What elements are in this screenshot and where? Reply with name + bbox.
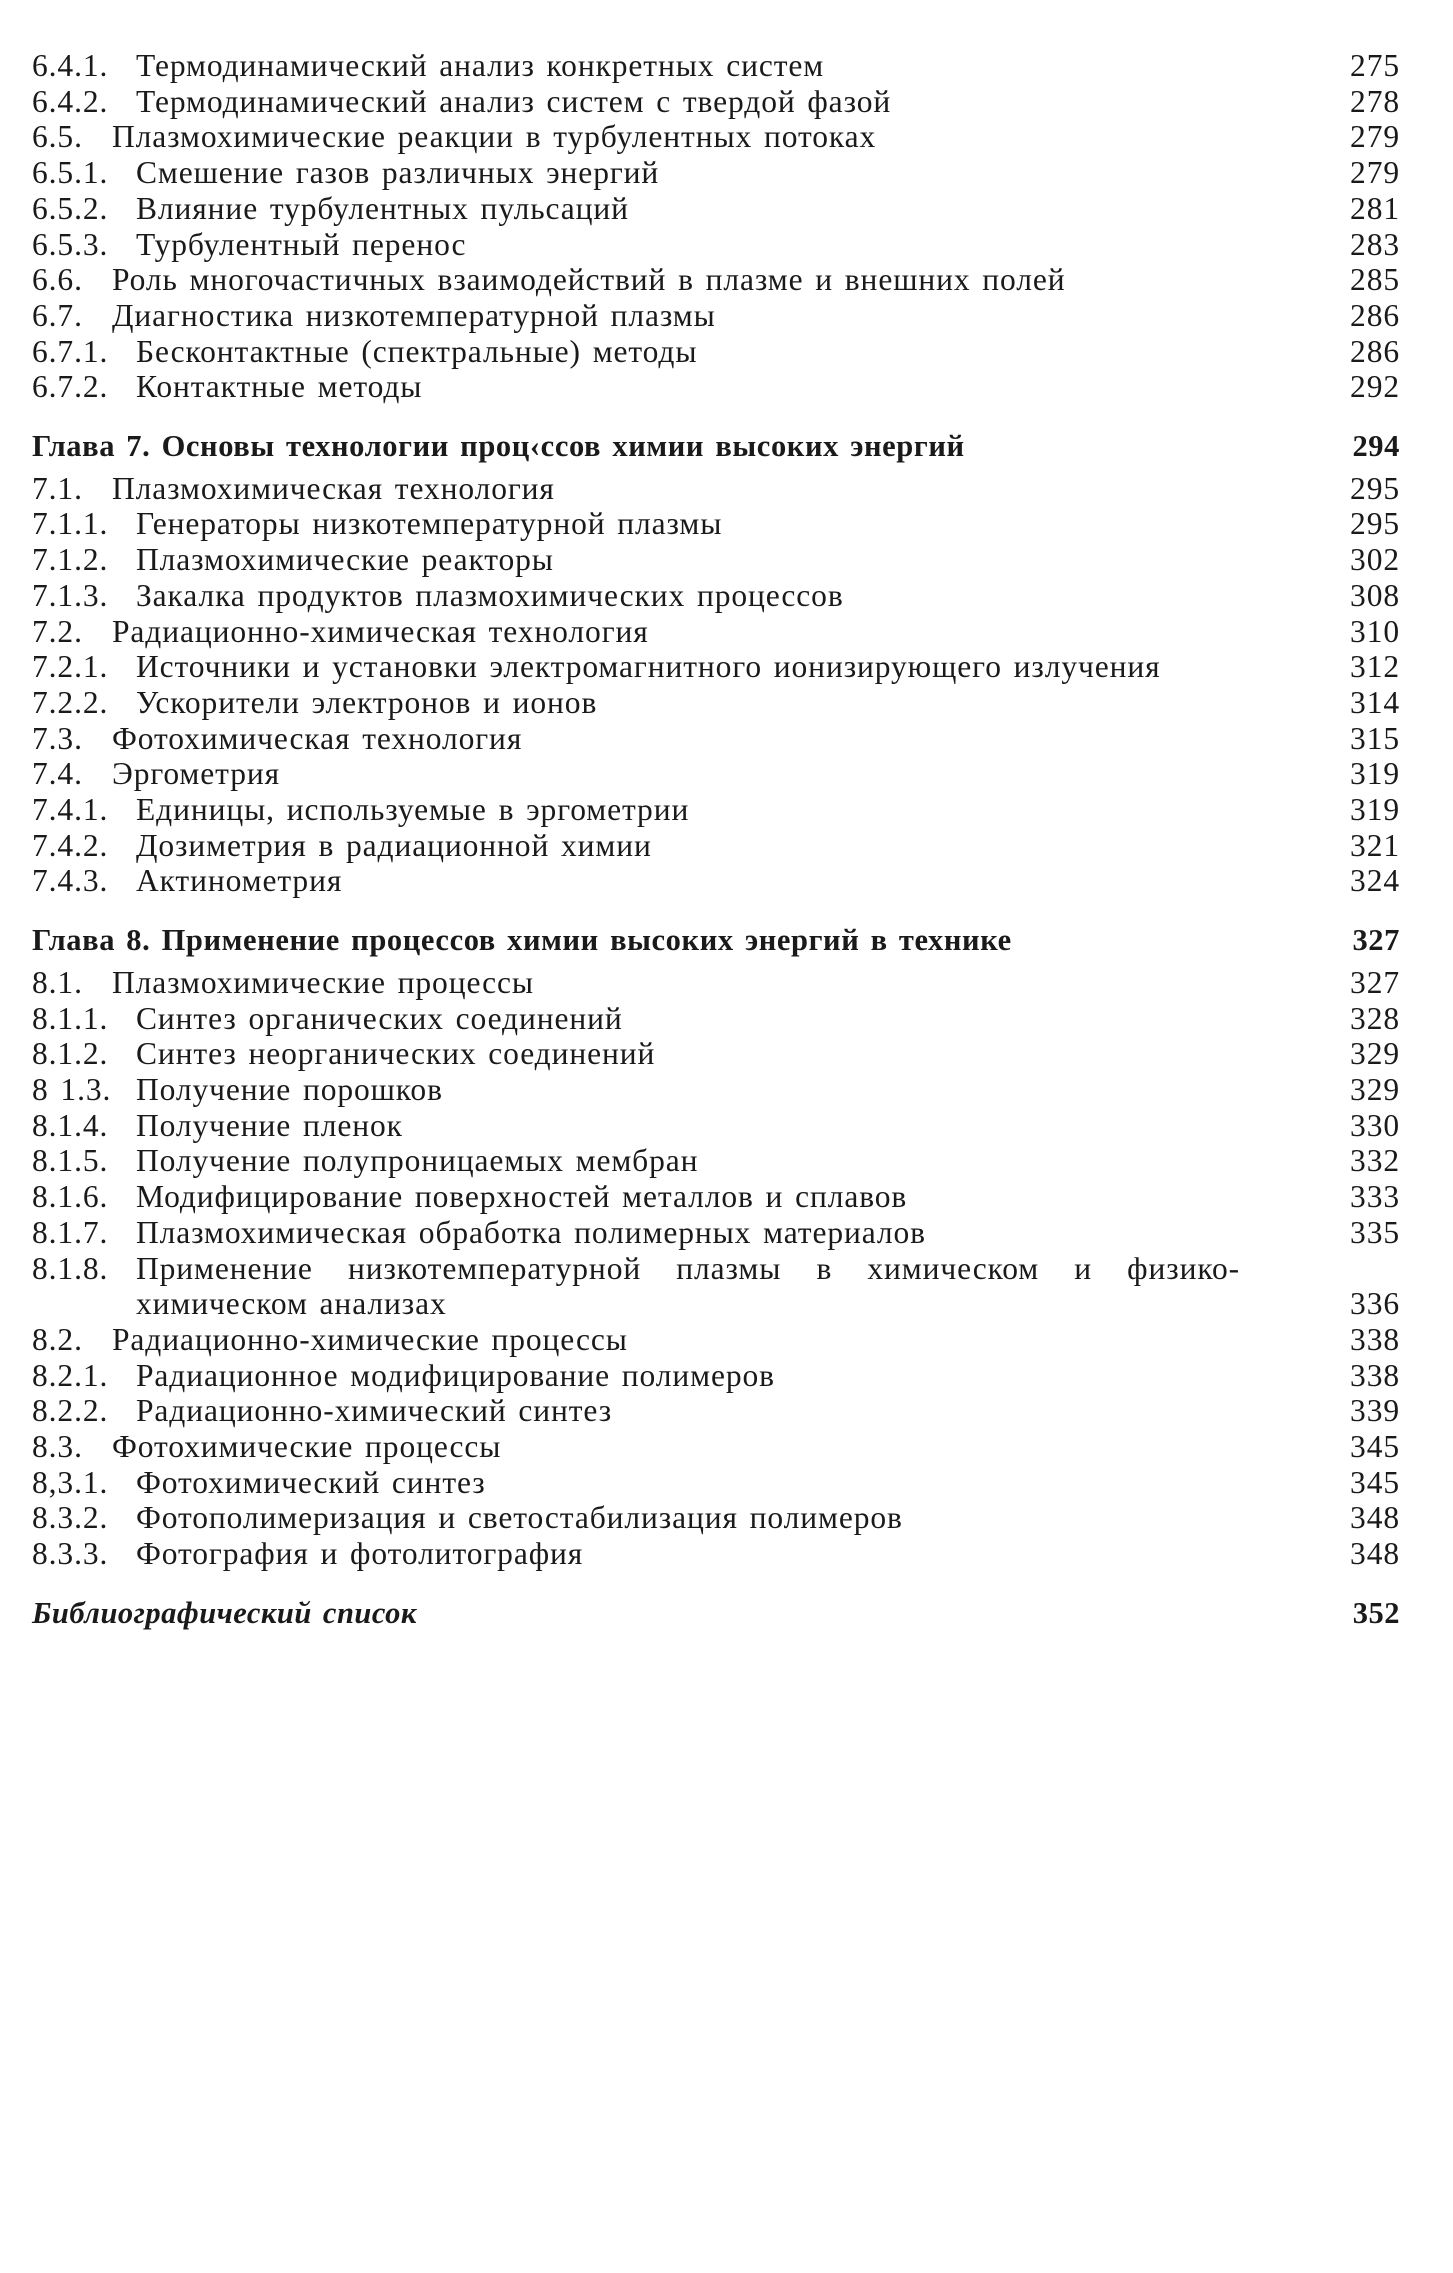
toc-entry [32,721,1400,757]
entry-number: 7.1. [32,470,83,506]
toc-entry [32,227,1400,263]
entry-number: 7.1.2. [32,542,109,578]
entry-number: 8.2. [32,1321,83,1357]
entry-title: Радиационно-химическая технология [112,613,649,649]
chapter-heading [32,429,1400,465]
toc-entry [32,649,1400,685]
toc-entry [32,1179,1400,1215]
entry-title: Роль многочастичных взаимодействий в плазме и внешних полей [112,262,1066,298]
entry-page: 275 [1350,48,1400,83]
entry-number: 7.4.1. [32,792,109,828]
toc-entry [32,685,1400,721]
entry-number: 8.2.1. [32,1357,109,1393]
toc-entry [32,369,1400,405]
entry-title: Дозиметрия в радиационной химии [136,827,652,863]
toc-entry [32,506,1400,542]
entry-title: Единицы, используемые в эргометрии [136,792,690,828]
toc-entry [32,1393,1400,1429]
entry-page: 315 [1350,720,1400,756]
entry-page: 338 [1350,1357,1400,1393]
entry-page: 279 [1350,119,1400,155]
toc-entry [32,1322,1400,1358]
toc-entry [32,1251,1400,1322]
entry-page: 281 [1350,190,1400,226]
entry-page: 338 [1350,1321,1400,1357]
entry-number: 7.2.1. [32,649,109,685]
entry-title: Фотохимический синтез [136,1464,486,1500]
chapter-title: Глава 8. Применение процессов химии высоких энергий в технике [32,923,1012,958]
entry-number: 7.4. [32,756,83,792]
bibliography-entry [32,1596,1400,1632]
entry-title: Актинометрия [136,863,343,899]
toc-entry [32,48,1400,84]
entry-page: 345 [1350,1429,1400,1465]
toc-entry [32,578,1400,614]
entry-title: Получение полупроницаемых мембран [136,1143,699,1179]
entry-title: Турбулентный перенос [136,226,467,262]
entry-title: Термодинамический анализ систем с твердой фазой [136,83,892,119]
entry-number: 8.1.2. [32,1036,109,1072]
toc-entry [32,155,1400,191]
entry-page: 336 [1350,1286,1400,1322]
toc-entry [32,334,1400,370]
toc-entry [32,1143,1400,1179]
toc-entry [32,1072,1400,1108]
entry-page: 327 [1350,964,1400,1000]
entry-page: 314 [1350,684,1400,720]
toc-entry [32,756,1400,792]
toc-entry [32,1036,1400,1072]
entry-page: 319 [1350,756,1400,792]
entry-title: Генераторы низкотемпературной плазмы [136,506,723,542]
toc-entry [32,792,1400,828]
entry-number: 7.4.2. [32,827,109,863]
entry-title: Получение порошков [136,1071,443,1107]
toc-entry [32,1215,1400,1251]
entry-title: Термодинамический анализ конкретных систем [136,48,825,83]
toc-entry [32,1465,1400,1501]
entry-page: 286 [1350,333,1400,369]
entry-title: Ускорители электронов и ионов [136,684,598,720]
entry-number: 8.1.6. [32,1179,109,1215]
chapter-page: 327 [1352,923,1400,958]
entry-page: 332 [1350,1143,1400,1179]
entry-number: 7.2.2. [32,684,109,720]
entry-number: 6.5.3. [32,226,109,262]
toc-entry [32,542,1400,578]
entry-number: 8.1.1. [32,1000,109,1036]
entry-page: 348 [1350,1536,1400,1572]
entry-number: 6.5.2. [32,190,109,226]
toc-entry [32,1001,1400,1037]
entry-page: 310 [1350,613,1400,649]
entry-page: 324 [1350,863,1400,899]
chapter-page: 294 [1352,429,1400,464]
entry-number: 6.7.1. [32,333,109,369]
entry-number: 8.1.8. [32,1250,109,1286]
entry-page: 345 [1350,1464,1400,1500]
entry-page: 319 [1350,792,1400,828]
entry-page: 348 [1350,1500,1400,1536]
entry-title: Влияние турбулентных пульсаций [136,190,629,226]
entry-number: 8.2.2. [32,1393,109,1429]
entry-number: 7.4.3. [32,863,109,899]
bibliography-title: Библиографический список [32,1595,417,1630]
entry-title: Радиационное модифицирование полимеров [136,1357,775,1393]
entry-title: Фотохимические процессы [112,1429,502,1465]
entry-title: Синтез неорганических соединений [136,1036,656,1072]
entry-page: 335 [1350,1214,1400,1250]
entry-title: Плазмохимическая технология [112,470,555,506]
entry-number: 8.1.7. [32,1214,109,1250]
entry-title: Плазмохимическая обработка полимерных материалов [136,1214,926,1250]
entry-number: 8,3.1. [32,1464,109,1500]
entry-title: Бесконтактные (спектральные) методы [136,333,698,369]
toc-entry [32,1536,1400,1572]
entry-page: 302 [1350,542,1400,578]
entry-number: 8.1. [32,964,83,1000]
entry-page: 312 [1350,649,1400,685]
entry-title: Закалка продуктов плазмохимических процессов [136,577,844,613]
entry-number: 8.3. [32,1429,83,1465]
toc-entry [32,298,1400,334]
entry-number: 6.5. [32,119,83,155]
entry-number: 7.2. [32,613,83,649]
entry-title: Фотография и фотолитография [136,1536,584,1572]
entry-number: 8.1.5. [32,1143,109,1179]
entry-number: 7.3. [32,720,83,756]
entry-number: 8.3.3. [32,1536,109,1572]
entry-page: 286 [1350,297,1400,333]
entry-page: 330 [1350,1107,1400,1143]
entry-title: Применение низкотемпературной плазмы в химическом и физико-химическом анализах [136,1250,1240,1322]
toc-entry [32,828,1400,864]
entry-title: Эргометрия [112,756,280,792]
toc-entry [32,1108,1400,1144]
toc-entry [32,119,1400,155]
entry-title: Модифицирование поверхностей металлов и сплавов [136,1179,908,1215]
entry-page: 295 [1350,506,1400,542]
toc-entry [32,1358,1400,1394]
entry-page: 329 [1350,1036,1400,1072]
entry-title: Плазмохимические реакции в турбулентных потоках [112,119,877,155]
entry-title: Получение пленок [136,1107,403,1143]
entry-page: 339 [1350,1393,1400,1429]
toc-entry [32,471,1400,507]
toc-entry [32,262,1400,298]
entry-number: 7.1.3. [32,577,109,613]
entry-title: Фотохимическая технология [112,720,523,756]
entry-number: 7.1.1. [32,506,109,542]
entry-page: 285 [1350,262,1400,298]
entry-title: Диагностика низкотемпературной плазмы [112,297,716,333]
bibliography-page: 352 [1352,1595,1400,1630]
entry-page: 283 [1350,226,1400,262]
entry-page: 333 [1350,1179,1400,1215]
entry-title: Радиационно-химические процессы [112,1321,628,1357]
entry-title: Смешение газов различных энергий [136,155,660,191]
entry-title: Радиационно-химический синтез [136,1393,613,1429]
entry-title: Источники и установки электромагнитного ионизирующего излучения [136,649,1161,685]
entry-number: 8 1.3. [32,1071,112,1107]
entry-title: Синтез органических соединений [136,1000,623,1036]
entry-number: 6.4.1. [32,48,109,83]
chapter-heading [32,923,1400,959]
entry-page: 278 [1350,83,1400,119]
entry-page: 292 [1350,369,1400,405]
entry-number: 8.3.2. [32,1500,109,1536]
toc-entry [32,191,1400,227]
toc-entry [32,84,1400,120]
entry-title: Плазмохимические процессы [112,964,534,1000]
entry-page: 329 [1350,1071,1400,1107]
entry-page: 295 [1350,470,1400,506]
toc-entry [32,965,1400,1001]
entry-page: 279 [1350,155,1400,191]
table-of-contents [32,48,1400,1632]
entry-number: 6.6. [32,262,83,298]
entry-title: Контактные методы [136,369,423,405]
chapter-title: Глава 7. Основы технологии проц‹ссов химии высоких энергий [32,429,965,464]
entry-number: 6.5.1. [32,155,109,191]
entry-number: 6.4.2. [32,83,109,119]
entry-number: 6.7.2. [32,369,109,405]
toc-entry [32,614,1400,650]
entry-title: Плазмохимические реакторы [136,542,554,578]
entry-page: 321 [1350,827,1400,863]
toc-entry [32,1500,1400,1536]
toc-entry [32,863,1400,899]
entry-number: 8.1.4. [32,1107,109,1143]
entry-number: 6.7. [32,297,83,333]
toc-entry [32,1429,1400,1465]
entry-page: 308 [1350,577,1400,613]
entry-title: Фотополимеризация и светостабилизация полимеров [136,1500,903,1536]
entry-page: 328 [1350,1000,1400,1036]
